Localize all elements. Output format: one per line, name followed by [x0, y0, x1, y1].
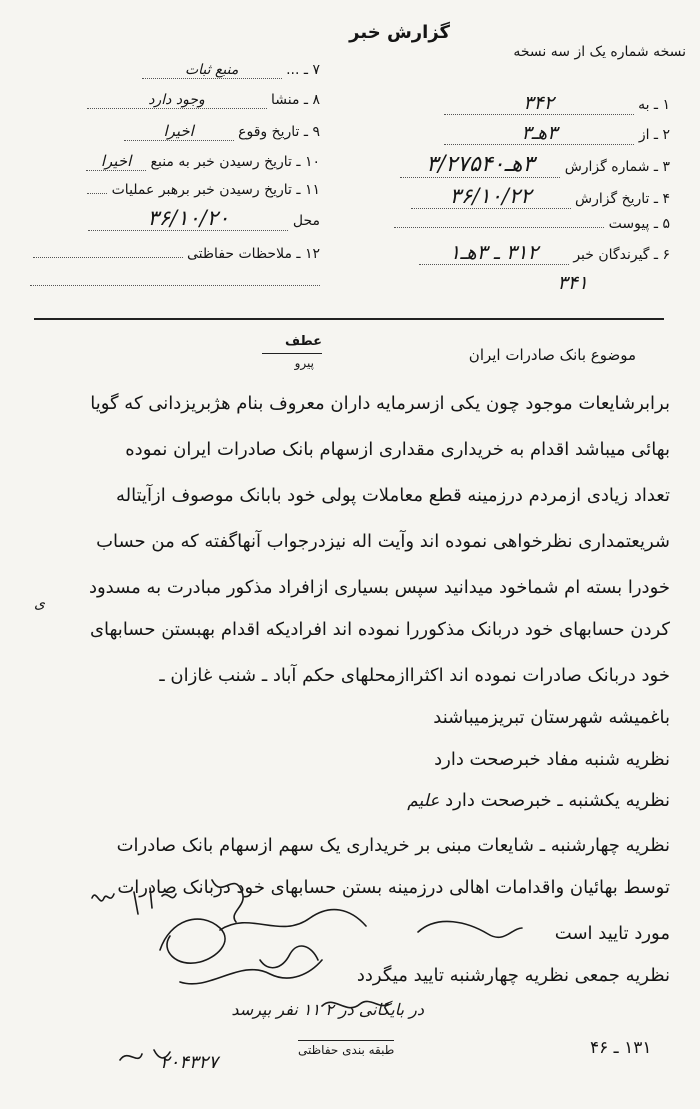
field-label: ۶ ـ گیرندگان خبر: [573, 247, 670, 263]
body-line: توسط بهائیان واقدامات اهالی درزمینه بستن حسابهای خود دربانک صادرات: [117, 877, 670, 898]
field-label: ۱ ـ به: [638, 97, 670, 113]
body-line: خود دربانک صادرات نموده اند اکثراازمحلهای حکم آباد ـ شنب غازان ـ: [159, 665, 670, 686]
field-label: ۳ ـ شماره گزارش: [564, 159, 670, 175]
field-label: ۸ ـ منشا: [270, 92, 320, 108]
stamp-number: ۲۰۴۳۲۷: [160, 1052, 219, 1073]
field-value: ۳۶/۱۰/۲۲: [411, 184, 571, 209]
body-line: برابرشایعات موجود چون یکی ازسرمایه داران معروف بنام هژبریزدانی که گویا: [90, 393, 670, 414]
field-recipients-extra: ۳۴۱: [557, 272, 588, 294]
field-value: ۳هـ۳/۲۷۵۴۰: [400, 152, 560, 178]
field-value: ۳۴۲: [444, 92, 634, 115]
body-line: نظریه شنبه مفاد خبرصحت دارد: [434, 749, 670, 770]
report-title: گزارش خبر: [349, 22, 450, 43]
field-value: وجود دارد: [87, 92, 267, 109]
body-line: تعداد زیادی ازمردم درزمینه قطع معاملات پولی خود بابانک موصوف ازآیتاله: [115, 485, 670, 506]
field-value: اخیرا: [124, 122, 234, 141]
field-label: محل: [292, 213, 320, 229]
body-line: مورد تایید است: [554, 923, 670, 944]
field-label: ۹ ـ تاریخ وقوع: [238, 124, 320, 140]
field-label: ۲ ـ از: [638, 127, 670, 143]
field-value: ۳۶/۱۰/۲۰: [88, 206, 288, 231]
field-value: اخیرا: [86, 152, 146, 171]
reference-top: عطف: [284, 334, 322, 349]
field-label: ۵ ـ پیوست: [608, 216, 670, 232]
subject-line: موضوع بانک صادرات ایران: [468, 346, 636, 364]
form-number: ۱۳۱ ـ ۴۶: [590, 1038, 652, 1058]
field-label: ۷ ـ ...: [286, 62, 320, 78]
handwritten-note: علیم: [407, 791, 440, 811]
body-line: شریعتمداری نظرخواهی نموده اند وآیت اله نیزدرجواب آنهاگفته که من حساب: [96, 531, 670, 552]
body-line: کردن حسابهای خود دربانک مذکوررا نموده اند افرادیکه اقدام بهبستن حسابهای: [89, 619, 670, 640]
body-line: باغمیشه شهرستان تبریزمیباشند: [433, 707, 670, 728]
body-line: خودرا بسته ام شماخود میدانید سپس بسیاری ازافراد مذکور مبادرت به مسدود: [88, 577, 670, 598]
body-line: بهائی میباشد اقدام به خریداری مقداری ازسهام بانک صادرات ایران نموده: [125, 439, 670, 460]
body-line: نظریه چهارشنبه ـ شایعات مبنی بر خریداری یک سهم ازسهام بانک صادرات: [116, 835, 670, 856]
field-value: ۳۱۲ ـ ۳هـ۱: [419, 240, 569, 265]
field-label: ۱۰ ـ تاریخ رسیدن خبر به منبع: [150, 154, 320, 170]
body-line: نظریه جمعی نظریه چهارشنبه تایید میگردد: [356, 965, 670, 986]
field-label: ۴ ـ تاریخ گزارش: [575, 191, 670, 207]
security-classification: طبقه بندی حفاظتی: [298, 1040, 394, 1057]
field-value: منبع ثبات: [142, 62, 282, 79]
reference-bottom: پیرو: [294, 356, 314, 370]
margin-annotation: ی: [34, 596, 45, 612]
body-line-text: نظریه یکشنبه ـ خبرصحت دارد: [445, 790, 670, 811]
handwritten-note-bottom: در بایگانی در ۲ ۱۱ نفر بپرسد: [231, 1000, 424, 1019]
field-label: ۱۲ ـ ملاحظات حفاظتی: [187, 246, 320, 262]
field-value: ۳هـ۳: [444, 122, 634, 145]
copy-number-text: نسخه شماره یک از سه نسخه: [513, 44, 686, 60]
field-label: ۱۱ ـ تاریخ رسیدن خبر برهبر عملیات: [111, 182, 320, 198]
